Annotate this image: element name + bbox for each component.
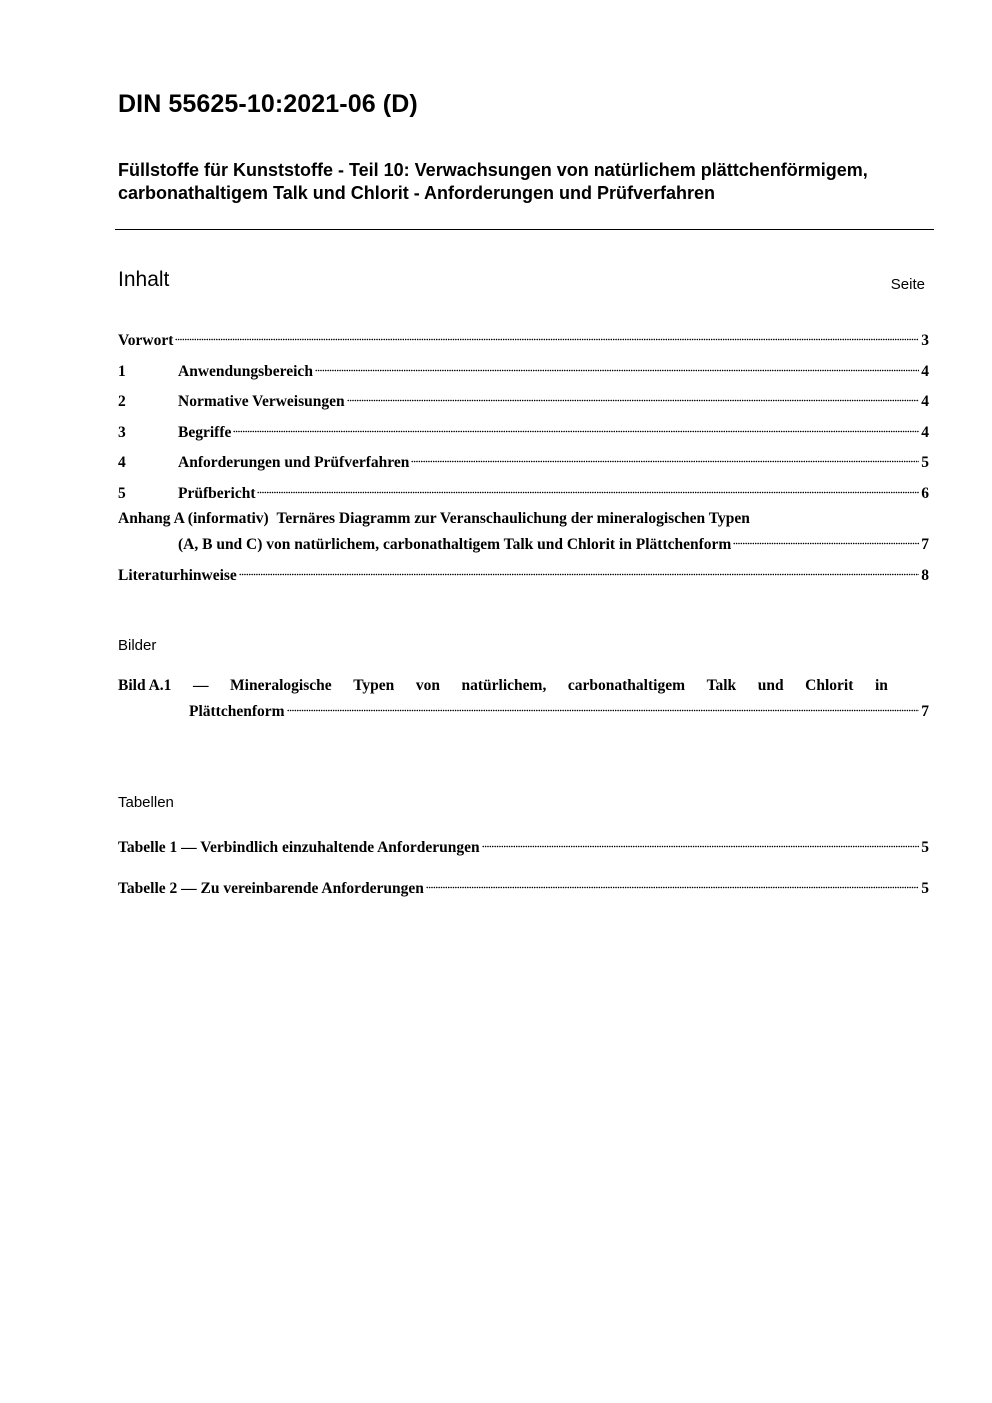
toc-page-heading: Seite (890, 276, 925, 293)
figure-title-line2: Plättchenform (189, 703, 285, 720)
figure-word: und (757, 677, 784, 694)
toc-entry-page: 8 (921, 567, 929, 584)
toc-entry-page: 4 (921, 393, 929, 410)
toc-entry-page: 5 (921, 454, 929, 471)
leader-dots (239, 560, 919, 580)
toc-entry-page: 5 (921, 880, 929, 897)
toc-entry-text: Normative Verweisungen (178, 393, 345, 410)
leader-dots (733, 529, 919, 549)
leader-dots (257, 478, 919, 498)
annex-title-line2: (A, B und C) von natürlichem, carbonathaltigem Talk und Chlorit in Plättchenform (178, 536, 732, 553)
toc-entry-number: 5 (118, 485, 126, 502)
figure-word: Bild A.1 (118, 677, 172, 694)
table-entry-2[interactable] (118, 873, 929, 899)
document-title: Füllstoffe für Kunststoffe - Teil 10: Verwachsungen von natürlichem plättchenförmigem, carbonathaltigem Talk und Chlorit - Anforderungen und Prüfverfahren (118, 160, 868, 203)
figure-word: Typen (353, 677, 395, 694)
toc-entry-page: 7 (921, 703, 929, 720)
toc-entry-page: 5 (921, 839, 929, 856)
toc-entry-page: 3 (921, 332, 929, 349)
figure-word: in (874, 677, 888, 694)
toc-entry-vorwort[interactable] (118, 325, 929, 351)
figure-word: — (192, 677, 209, 694)
leader-dots (411, 447, 919, 467)
toc-entry-annex-a[interactable] (118, 509, 929, 555)
toc-entry-2[interactable] (118, 386, 929, 412)
leader-dots (233, 417, 919, 437)
leader-dots (315, 356, 919, 376)
toc-entry-number: 4 (118, 454, 126, 471)
toc-entry-bibliography[interactable] (118, 560, 929, 586)
toc-entry-4[interactable] (118, 447, 929, 473)
toc-entry-text: Anforderungen und Prüfverfahren (178, 454, 410, 471)
leader-dots (347, 386, 920, 406)
annex-title-line1: Ternäres Diagramm zur Veranschaulichung der mineralogischen Typen (276, 510, 750, 527)
leader-dots (426, 873, 919, 893)
figure-word: natürlichem, (461, 677, 547, 694)
toc-entry-text: Vorwort (118, 332, 174, 349)
title-rule (115, 229, 934, 230)
toc-heading: Inhalt (118, 268, 170, 291)
leader-dots (482, 832, 920, 852)
toc-entry-number: 1 (118, 363, 126, 380)
toc-entry-page: 4 (921, 363, 929, 380)
figure-word: Talk (706, 677, 737, 694)
figure-word: Chlorit (805, 677, 854, 694)
figure-word: carbonathaltigem (567, 677, 685, 694)
figure-entry-a1[interactable] (118, 676, 929, 722)
figure-word: Mineralogische (230, 677, 332, 694)
annex-label: Anhang A (informativ) (118, 510, 269, 527)
toc-entry-text: Literaturhinweise (118, 567, 237, 584)
toc-entry-page: 4 (921, 424, 929, 441)
toc-entry-page: 7 (921, 536, 929, 553)
toc-entry-number: 3 (118, 424, 126, 441)
document-id: DIN 55625-10:2021-06 (D) (118, 90, 418, 118)
toc-entry-1[interactable] (118, 356, 929, 382)
toc-entry-text: Anwendungsbereich (178, 363, 313, 380)
table-entry-1[interactable] (118, 832, 929, 858)
leader-dots (175, 325, 919, 345)
toc-entry-5[interactable] (118, 478, 929, 504)
toc-entry-text: Tabelle 2 — Zu vereinbarende Anforderungen (118, 880, 424, 897)
toc-entry-page: 6 (921, 485, 929, 502)
toc-entry-text: Begriffe (178, 424, 232, 441)
toc-entry-3[interactable] (118, 417, 929, 443)
toc-entry-number: 2 (118, 393, 126, 410)
toc-entry-text: Tabelle 1 — Verbindlich einzuhaltende Anforderungen (118, 839, 480, 856)
toc-entry-text: Prüfbericht (178, 485, 256, 502)
tables-heading: Tabellen (118, 794, 174, 811)
figure-word: von (415, 677, 440, 694)
figures-heading: Bilder (118, 637, 157, 654)
leader-dots (287, 696, 920, 716)
